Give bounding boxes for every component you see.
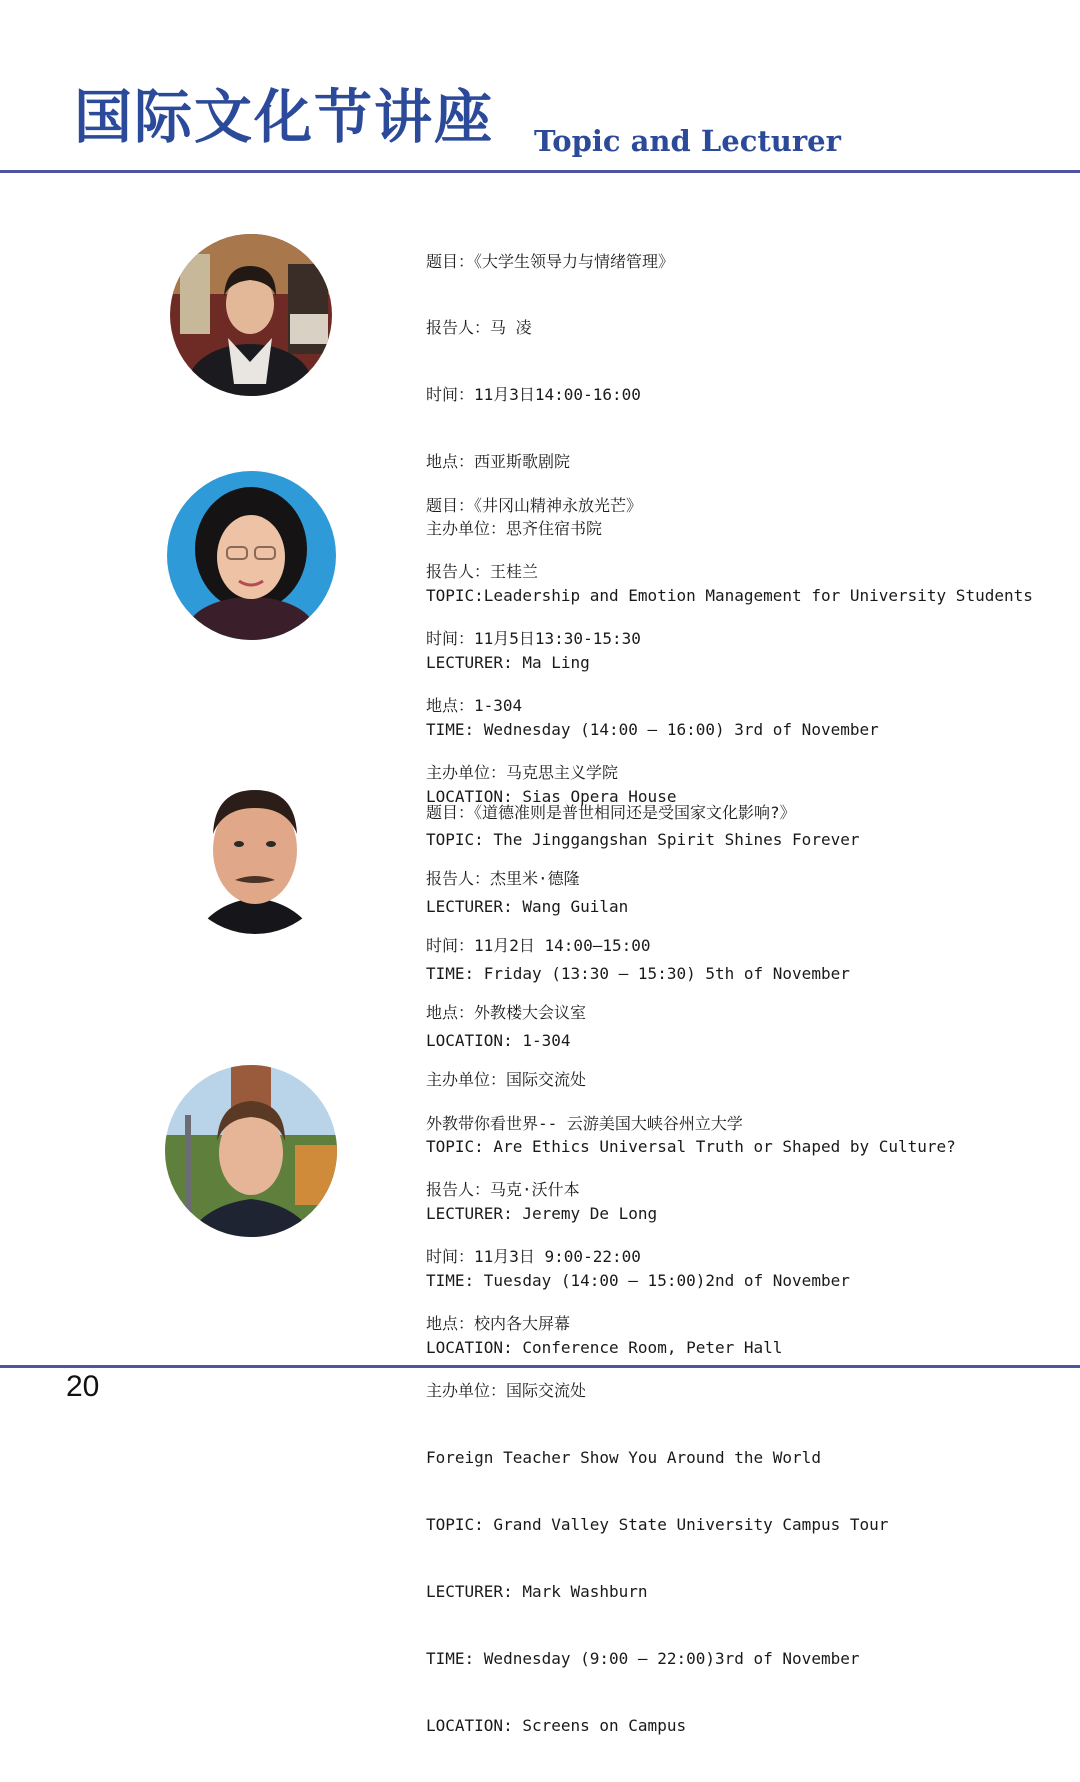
location-en: LOCATION: Sias Opera House: [426, 786, 677, 806]
topic-cn: 题目：《道德准则是普世相同还是受国家文化影响?》: [426, 802, 796, 822]
location-cn: 地点：西亚斯歌剧院: [426, 452, 571, 472]
lecturer-cn: 报告人：杰里米·德隆: [426, 869, 580, 889]
time-cn: 时间：11月3日 9:00-22:00: [426, 1247, 641, 1267]
topic-cn: 题目：《井冈山精神永放光芒》: [426, 495, 643, 515]
time-cn: 时间：11月3日14:00-16:00: [426, 385, 641, 405]
page-number: 20: [66, 1370, 100, 1403]
time-cn: 时间：11月2日 14:00—15:00: [426, 936, 651, 956]
time-cn: 时间：11月5日13:30-15:30: [426, 629, 641, 649]
time-en: TIME: Wednesday (9:00 – 22:00)3rd of November: [426, 1648, 860, 1668]
lecturer-cn: 报告人：马克·沃什本: [426, 1180, 580, 1200]
location-en: LOCATION: Conference Room, Peter Hall: [426, 1337, 783, 1357]
location-cn: 地点：1-304: [426, 696, 523, 716]
time-en: TIME: Friday (13:30 – 15:30) 5th of November: [426, 963, 850, 983]
page-title: 国际文化节讲座: [74, 83, 495, 151]
event-title-en: Foreign Teacher Show You Around the World: [426, 1448, 821, 1468]
location-en: LOCATION: Screens on Campus: [426, 1715, 687, 1735]
lecturer-en: LECTURER: Wang Guilan: [426, 896, 629, 916]
lecture-details: [426, 1068, 888, 1782]
time-en: TIME: Tuesday (14:00 – 15:00)2nd of November: [426, 1270, 850, 1290]
lecturer-photo-mark-washburn: [165, 1065, 337, 1237]
footer-divider: [0, 1365, 1080, 1368]
organizer-cn: 主办单位：马克思主义学院: [426, 763, 619, 783]
organizer-cn: 主办单位：国际交流处: [426, 1381, 587, 1401]
header-divider: [0, 170, 1080, 173]
lecturer-en: LECTURER: Mark Washburn: [426, 1581, 648, 1601]
organizer-cn: 主办单位：国际交流处: [426, 1070, 587, 1090]
time-en: TIME: Wednesday (14:00 – 16:00) 3rd of November: [426, 719, 879, 739]
lecturer-photo-jeremy-de-long: [175, 774, 335, 934]
organizer-cn: 主办单位：思齐住宿书院: [426, 519, 603, 539]
topic-en: TOPIC: Grand Valley State University Campus Tour: [426, 1514, 889, 1534]
topic-en: TOPIC:Leadership and Emotion Management for University Students: [426, 586, 1033, 606]
topic-en: TOPIC: Are Ethics Universal Truth or Shaped by Culture?: [426, 1137, 956, 1157]
page-subtitle: Topic and Lecturer: [534, 124, 841, 158]
topic-en: TOPIC: The Jinggangshan Spirit Shines Forever: [426, 830, 860, 850]
event-title-cn: 外教带你看世界-- 云游美国大峡谷州立大学: [426, 1113, 743, 1133]
lecturer-en: LECTURER: Jeremy De Long: [426, 1203, 658, 1223]
location-en: LOCATION: 1-304: [426, 1030, 571, 1050]
location-cn: 地点：外教楼大会议室: [426, 1003, 587, 1023]
topic-cn: 题目：《大学生领导力与情绪管理》: [426, 251, 675, 271]
lecturer-photo-wang-guilan: [167, 471, 336, 640]
lecturer-cn: 报告人：王桂兰: [426, 562, 539, 582]
lecturer-cn: 报告人：马 凌: [426, 318, 532, 338]
lecturer-photo-ma-ling: [170, 234, 332, 396]
lecturer-en: LECTURER: Ma Ling: [426, 652, 590, 672]
location-cn: 地点：校内各大屏幕: [426, 1314, 571, 1334]
